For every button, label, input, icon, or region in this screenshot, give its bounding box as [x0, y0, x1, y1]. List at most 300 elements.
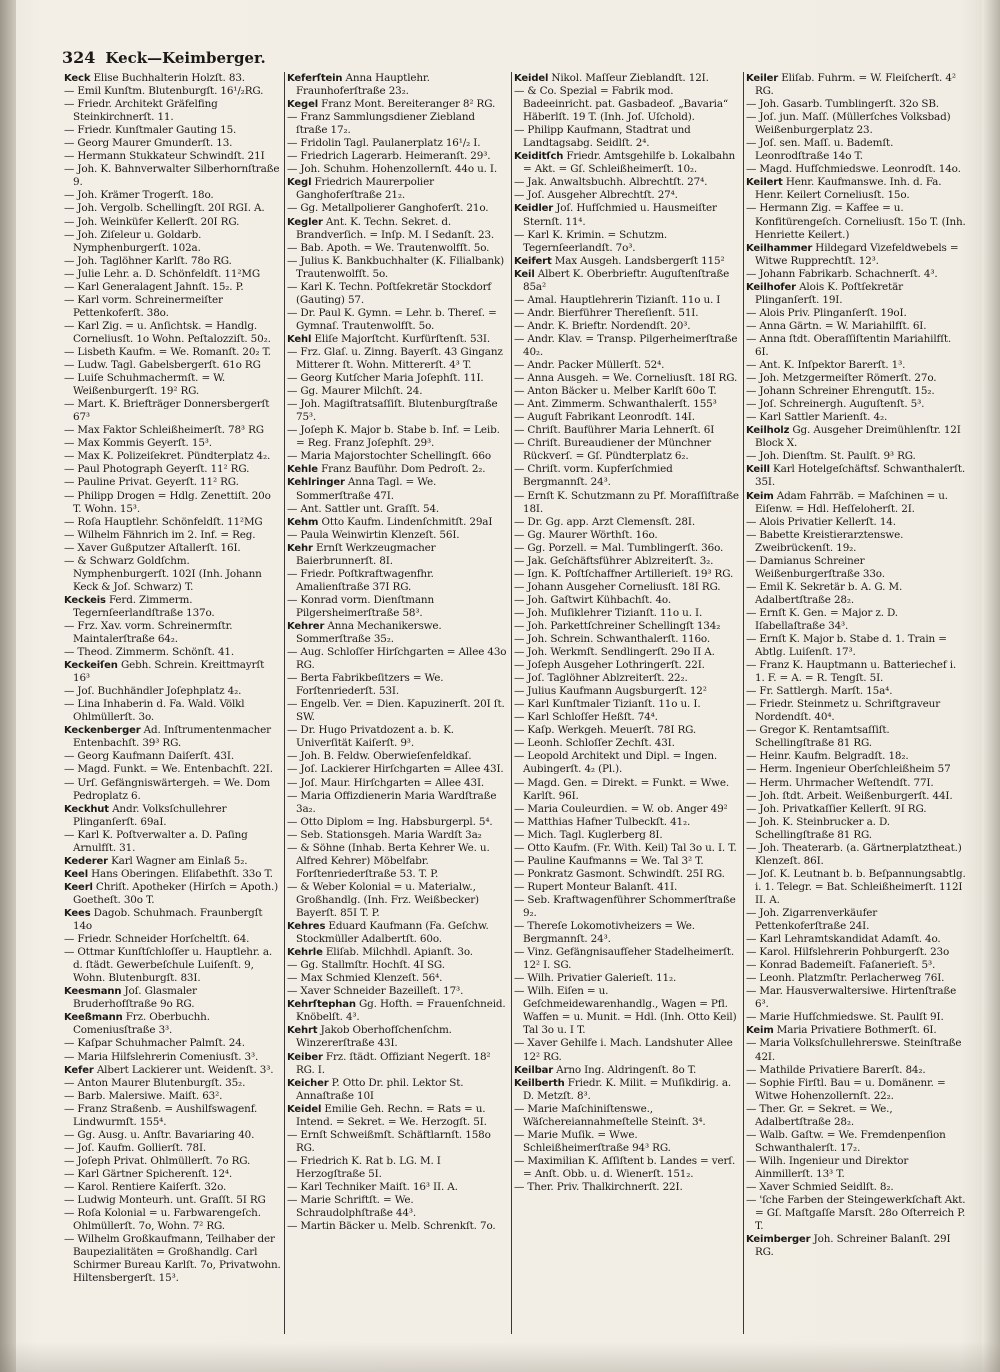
entry-text: — Karl K. Techn. Poſtſekretär Stockdorf (Gauting) 57.	[287, 280, 492, 306]
directory-entry	[64, 1194, 281, 1207]
entry-text: — Engelb. Ver. = Dien. Kapuzinerſt. 20I ſt. SW.	[287, 698, 505, 724]
entry-text: — Joh. B. Feldw. Oberwieſenfeldkaſ.	[287, 750, 472, 763]
directory-entry	[746, 1103, 967, 1129]
directory-entry	[746, 1077, 967, 1103]
entry-text: — Maria Volksſchullehrerswe. Steinſtraße 42I.	[746, 1037, 962, 1063]
entry-text: — Jak. Anwaltsbuchh. Albrechtſt. 27⁴.	[514, 176, 708, 189]
entry-text: P. Otto Dr. phil. Lektor St. Annaſtraße 10I	[296, 1076, 464, 1102]
directory-entry	[514, 920, 740, 946]
entry-surname: Keilhofer	[746, 281, 796, 293]
directory-entry	[64, 933, 281, 946]
entry-text: — Fr. Sattlergh. Marſt. 15a⁴.	[746, 685, 893, 698]
entry-text: — Joh. Magiſtratsaſſiſt. Blutenburgſtraße 75³.	[287, 398, 498, 424]
entry-text: — Andr. Klav. = Transp. Pilgerheimerſtraße 40₂.	[514, 332, 738, 358]
directory-entry	[64, 946, 281, 985]
entry-surname: Keckhut	[64, 803, 109, 815]
directory-entry	[746, 411, 967, 424]
directory-entry	[746, 1129, 967, 1155]
entry-text: — Joh. Dienſtm. St. Paulſt. 9³ RG.	[746, 450, 916, 463]
entry-surname: Keckenberger	[64, 725, 141, 737]
directory-entry	[64, 529, 281, 542]
directory-entry	[287, 242, 508, 255]
directory-entry	[746, 555, 967, 581]
entry-text: Elise Buchhalterin Holzſt. 83.	[93, 72, 245, 84]
directory-entry	[746, 790, 967, 803]
directory-entry	[64, 346, 281, 359]
entry-surname: Keidler	[514, 203, 554, 215]
entry-text: — Maria Hilfslehrerin Comeniusſt. 3³.	[64, 1050, 259, 1063]
entry-text: Hildegard Vizefeldwebels = Witwe Rupprechtſt. 12³.	[755, 241, 959, 267]
entry-text: — Ther. Priv. Thalkirchnerſt. 22I.	[514, 1180, 683, 1193]
entry-text: Friedr. Amtsgehilfe b. Lokalbahn = Akt. = Gſ. Schleißheimerſt. 10₂.	[523, 150, 736, 176]
entry-surname: Kehrſtephan	[287, 999, 356, 1011]
directory-entry	[287, 972, 508, 985]
entry-surname: Keckeis	[64, 594, 106, 606]
directory-entry	[514, 359, 740, 372]
entry-text: — Martin Bäcker u. Melb. Schrenkſt. 7o.	[287, 1220, 496, 1233]
directory-entry	[287, 959, 508, 972]
running-header	[62, 48, 266, 70]
entry-text: Dagob. Schuhmach. Fraunbergſt 14o	[73, 907, 263, 933]
entry-text: — Georg Kaufmann Daiſerſt. 43I.	[64, 750, 234, 763]
entry-surname: Keiditſch	[514, 151, 564, 163]
entry-text: Joh. Schreiner Balanſt. 29I RG.	[755, 1233, 951, 1259]
entry-text: — Joſ. sen. Maſſ. u. Bademſt. Leonrodſtraße 14o T.	[746, 137, 894, 163]
directory-entry	[64, 1181, 281, 1194]
directory-entry	[514, 1181, 740, 1194]
entry-text: — Wilhelm Fähnrich im 2. Inf. = Reg.	[64, 528, 256, 541]
entry-surname: Keidel	[287, 1103, 322, 1115]
entry-text: — Maximilian K. Aſſiſtent b. Landes = verſ. = Anſt. Obb. u. d. Wienerſt. 151₂.	[514, 1154, 736, 1180]
entry-surname: Keck	[64, 73, 91, 84]
entry-text: — Magd. Funkt. = We. Entenbachſt. 22I.	[64, 763, 273, 776]
entry-text: — Joh. K. Bahnverwalter Silberhornſtraße 9.	[64, 163, 280, 189]
directory-entry	[64, 750, 281, 763]
entry-text: — Marie Muſik. = Wwe. Schleißheimerſtraße 94³ RG.	[514, 1128, 671, 1154]
directory-entry	[514, 555, 740, 568]
entry-text: — Kaſpar Schuhmacher Palmſt. 24.	[64, 1037, 245, 1050]
entry-text: — Wilhelm Großkaufmann, Teilhaber der Baupezialitäten = Großhandlg. Carl Schirmer Bureau Karlſt. 7o, Privatwohn. Hiltensbergerſt. 15³.	[64, 1233, 281, 1285]
entry-text: — Ant. Zimmerm. Schwanthalerſt. 155³	[514, 398, 717, 411]
entry-text: — Alois Priv. Plinganſerſt. 19oI.	[746, 306, 907, 319]
directory-entry	[746, 529, 967, 555]
directory-entry	[514, 294, 740, 307]
directory-entry	[746, 516, 967, 529]
directory-entry	[514, 1103, 740, 1129]
entry-surname: Kefer	[64, 1064, 94, 1076]
directory-entry	[64, 202, 281, 215]
entry-surname: Keil	[514, 268, 535, 280]
directory-entry	[746, 1181, 967, 1194]
directory-entry	[64, 1103, 281, 1129]
directory-entry	[287, 594, 508, 620]
directory-entry	[64, 698, 281, 724]
directory-entry	[287, 72, 508, 98]
directory-entry	[287, 1155, 508, 1181]
entry-text: — Philipp Kaufmann, Stadtrat und Landtagsabg. Seidlſt. 2⁴.	[514, 124, 691, 150]
entry-text: — Ernſt K. Schutzmann zu Pf. Moraſſiſtraße 18I.	[514, 489, 739, 515]
directory-entry	[746, 816, 967, 842]
entry-text: — Konrad Bademeiſt. Faſanerieſt. 5³.	[746, 959, 936, 972]
entry-text: Frz. Oberbuchh. Comeniusſtraße 3³.	[73, 1011, 210, 1037]
entry-text: Jakob Oberhofſchenſchm. Winzererſtraße 43I.	[296, 1024, 452, 1050]
entry-text: — Roſa Kolonial = u. Farbwarengeſch. Ohlmüllerſt. 7o, Wohn. 7² RG.	[64, 1207, 261, 1233]
entry-surname: Kehle	[287, 464, 318, 476]
directory-entry	[514, 659, 740, 672]
directory-entry	[514, 1064, 740, 1077]
directory-entry	[746, 907, 967, 933]
column-2	[284, 72, 511, 1334]
directory-entry	[746, 176, 967, 202]
entry-text: — Gg. Metallpolierer Ganghoferſt. 21o.	[287, 202, 489, 215]
directory-entry	[64, 476, 281, 489]
directory-entry	[64, 1142, 281, 1155]
directory-entry	[287, 568, 508, 594]
entry-text: — Andr. K. Brieftr. Nordendſt. 20³.	[514, 319, 691, 332]
entry-text: — Sophie Firſtl. Bau = u. Domänenr. = Witwe Hohenzollernſt. 22₂.	[746, 1076, 946, 1102]
entry-text: — Joh. ſtdt. Arbeit. Weißenburgerſt. 44I.	[746, 789, 953, 802]
directory-entry	[64, 85, 281, 98]
entry-text: — Magd. Hufſchmiedswe. Leonrodſt. 14o.	[746, 163, 961, 176]
page-number: 324	[62, 48, 96, 67]
directory-entry	[287, 98, 508, 111]
directory-entry	[514, 202, 740, 228]
entry-text: Eliſe Majorſtcht. Kurfürſtenſt. 53I.	[314, 332, 491, 345]
entry-surname: Keel	[64, 868, 88, 880]
directory-entry	[64, 490, 281, 516]
entry-text: — Anna Ausgeh. = We. Corneliusſt. 18I RG.	[514, 372, 738, 385]
entry-text: — Ludw. Tagl. Gabelsbergerſt. 61o RG	[64, 359, 261, 372]
directory-entry	[746, 385, 967, 398]
directory-entry	[514, 594, 740, 607]
entry-text: — Franz K. Hauptmann u. Batteriechef i. 1. F. = A. = R. Tengſt. 5I.	[746, 659, 957, 685]
entry-text: — Babette Kreistierarztenswe. Zweibrückenſt. 19₂.	[746, 528, 904, 554]
entry-text: Franz Mont. Bereiteranger 8² RG.	[321, 98, 496, 111]
directory-entry	[287, 450, 508, 463]
directory-entry	[746, 607, 967, 633]
entry-text: — Paul Photograph Geyerſt. 11² RG.	[64, 463, 250, 476]
entry-text: — Urſ. Gefängniswärtergeh. = We. Dom Pedroplatz 6.	[64, 776, 271, 802]
directory-entry	[746, 777, 967, 790]
entry-text: Anna Mechanikerswe. Sommerſtraße 35₂.	[296, 619, 442, 646]
directory-entry	[514, 946, 740, 972]
entry-text: — Joſeph Privat. Ohlmüllerſt. 7o RG.	[64, 1154, 251, 1167]
entry-text: — Xaver Gußputzer Aſtallerſt. 16I.	[64, 541, 241, 554]
directory-entry	[287, 920, 508, 946]
entry-text: — Andr. Packer Müllerſt. 52⁴.	[514, 359, 665, 372]
entry-text: — Georg Kutſcher Maria Joſephſt. 11I.	[287, 372, 484, 385]
entry-text: Albert Lackierer unt. Weidenſt. 3³.	[96, 1063, 274, 1076]
directory-entry	[287, 816, 508, 829]
entry-text: — Friedr. Schneider Horſcheltſt. 64.	[64, 933, 250, 946]
directory-entry	[514, 581, 740, 594]
directory-entry	[746, 333, 967, 359]
directory-entry	[514, 529, 740, 542]
directory-entry	[64, 777, 281, 803]
directory-entry	[287, 202, 508, 215]
directory-entry	[287, 1024, 508, 1050]
entry-text: — Emil K. Sekretär b. A. G. M. Adalbertſtraße 28₂.	[746, 580, 903, 606]
entry-text: — Leonh. Platzmſtr. Perlacherweg 76I.	[746, 972, 945, 985]
entry-text: — Paula Weinwirtin Klenzeſt. 56I.	[287, 528, 460, 541]
directory-entry	[64, 437, 281, 450]
directory-entry	[514, 189, 740, 202]
entry-text: — Anton Bäcker u. Melber Karlſt 60o T.	[514, 385, 717, 398]
entry-text: — 'ſche Farben der Steingewerkſchaft Akt. = Gſ. Maſtgaſſe Marsſt. 28o Oſterreich P. T.	[746, 1194, 966, 1233]
entry-text: — Julius K. Bankbuchhalter (K. Filialbank) Trautenwolfſt. 5o.	[287, 254, 505, 280]
directory-entry	[287, 529, 508, 542]
entry-text: — Julie Lehr. a. D. Schönfeldſt. 11²MG	[64, 267, 260, 280]
directory-entry	[514, 829, 740, 842]
entry-text: — Gg. Stallmſtr. Hochſt. 4I SG.	[287, 959, 445, 972]
entry-text: — Otto Diplom = Ing. Habsburgerpl. 5⁴.	[287, 815, 493, 828]
entry-text: — & Co. Spezial = Fabrik mod. Badeeinricht. pat. Gasbadeof. „Bavaria“ Häberlſt. 19 T. (Inh. Joſ. Uſchold).	[514, 85, 729, 124]
directory-entry	[64, 229, 281, 255]
directory-entry	[514, 85, 740, 124]
entry-text: — Gg. Maurer Milchſt. 24.	[287, 385, 423, 398]
directory-entry	[514, 542, 740, 555]
directory-entry	[746, 72, 967, 98]
entry-text: Arno Ing. Aldringenſt. 8o T.	[556, 1063, 697, 1076]
entry-surname: Kehres	[287, 921, 326, 933]
directory-entry	[746, 137, 967, 163]
directory-entry	[64, 72, 281, 85]
entry-text: — Joſ. K. Leutnant b. b. Beſpannungsabtlg. i. 1. Telegr. = Bat. Schleißheimerſt. 112I II. A.	[746, 867, 966, 906]
entry-text: — Anna ſtdt. Oberaſſiſtentin Mariahilfſt. 6I.	[746, 332, 952, 358]
directory-entry	[746, 1064, 967, 1077]
entry-text: — Karl Lehramtskandidat Adamſt. 4o.	[746, 933, 941, 946]
entry-text: — Pauline Privat. Geyerſt. 11² RG.	[64, 476, 239, 489]
directory-entry	[64, 907, 281, 933]
entry-text: — Magd. Gen. = Direkt. = Funkt. = Wwe. Karlſt. 96I.	[514, 776, 730, 802]
directory-entry	[287, 385, 508, 398]
directory-entry	[64, 372, 281, 398]
entry-text: — Joſeph K. Major b. Stabe b. Inf. = Leib. = Reg. Franz Joſephſt. 29³.	[287, 424, 500, 450]
entry-surname: Keckeiſen	[64, 660, 118, 672]
directory-entry	[64, 463, 281, 476]
entry-text: — Anton Maurer Blutenburgſt. 35₂.	[64, 1076, 246, 1089]
directory-entry	[514, 268, 740, 294]
entry-text: — Friedrich Lagerarb. Heimeranſt. 29³.	[287, 150, 491, 163]
directory-entry	[64, 659, 281, 685]
directory-entry	[287, 516, 508, 529]
directory-entry	[64, 1207, 281, 1233]
directory-entry	[287, 255, 508, 281]
directory-entry	[287, 881, 508, 920]
entry-text: — Friedr. Steinmetz u. Schriftgraveur Nordendſt. 40⁴.	[746, 698, 941, 724]
entry-surname: Kehlringer	[287, 477, 345, 489]
directory-entry	[64, 1168, 281, 1181]
entry-text: — Johann Fabrikarb. Schachnerſt. 4³.	[746, 267, 938, 280]
entry-text: — Ottmar Kunſtſchloſſer u. Hauptlehr. a. d. ſtädt. Gewerbeſchule Luiſenſt. 9, Wohn. Blutenburgſt. 83I.	[64, 946, 273, 985]
entry-text: Chriſt. Apotheker (Hirſch = Apoth.) Goetheſt. 30o T.	[73, 880, 279, 906]
entry-surname: Keilhammer	[746, 242, 813, 254]
directory-entry	[514, 72, 740, 85]
directory-entry	[746, 490, 967, 516]
entry-text: — Joh. K. Steinbrucker a. D. Schellingſtraße 81 RG.	[746, 815, 890, 841]
entry-surname: Kehrt	[287, 1025, 318, 1037]
entry-text: — Frz. Glaſ. u. Zinng. Bayerſt. 43 Ginganz Mitterer ſt. Wohn. Mittererſt. 4³ T.	[287, 345, 503, 372]
entry-text: — Franz Straßenb. = Aushilfswagenf. Lindwurmſt. 155⁴.	[64, 1102, 258, 1128]
directory-entry	[514, 633, 740, 646]
directory-entry	[746, 98, 967, 111]
directory-entry	[746, 685, 967, 698]
entry-text: Joſ. Glasmaler Bruderhofſtraße 9o RG.	[73, 985, 197, 1011]
directory-entry	[287, 346, 508, 372]
entry-text: — Joh. Parkettſchreiner Schellingſt 134₂	[514, 619, 721, 632]
entry-text: — Ign. K. Poſtſchaffner Artillerieſt. 19³ RG.	[514, 567, 734, 580]
directory-entry	[287, 829, 508, 842]
directory-entry	[514, 568, 740, 581]
entry-surname: Kehr	[287, 542, 313, 554]
directory-entry	[287, 424, 508, 450]
entry-text: — Lina Inhaberin d. Fa. Wald. Völkl Ohlmüllerſt. 3o.	[64, 698, 245, 724]
directory-entry	[514, 229, 740, 255]
entry-text: — Max K. Polizeiſekret. Pündterplatz 4₂.	[64, 450, 271, 463]
entry-text: — Maria Offizdienerin Maria Wardſtraße 3a₂.	[287, 789, 497, 815]
entry-text: — Karl Generalagent Jahnſt. 15₂. P.	[64, 280, 244, 293]
directory-entry	[287, 150, 508, 163]
entry-text: — Max Schmied Klenzeſt. 56⁴.	[287, 972, 443, 985]
directory-entry	[64, 124, 281, 137]
directory-entry	[287, 398, 508, 424]
entry-text: — Dr. Gg. app. Arzt Clemensſt. 28I.	[514, 515, 695, 528]
directory-entry	[514, 398, 740, 411]
directory-entry	[287, 946, 508, 959]
column-4	[743, 72, 970, 1334]
entry-text: Karl Hotelgeſchäftsf. Schwanthalerſt. 35I.	[755, 463, 966, 489]
entry-text: Karl Wagner am Einlaß 5₂.	[111, 854, 248, 867]
entry-text: Ferd. Zimmerm. Tegernſeerlandſtraße 137o.	[73, 593, 215, 619]
directory-entry	[514, 1037, 740, 1063]
directory-entry	[64, 1011, 281, 1037]
directory-entry	[514, 816, 740, 829]
entry-surname: Keifert	[514, 255, 552, 267]
entry-text: — Pauline Kaufmanns = We. Tal 3² T.	[514, 854, 704, 867]
directory-entry	[287, 842, 508, 881]
entry-text: — Rupert Monteur Balanſt. 41I.	[514, 880, 678, 893]
entry-text: — Damianus Schreiner Weißenburgerſtraße 33o.	[746, 554, 885, 580]
directory-entry	[746, 946, 967, 959]
entry-text: — Mar. Hausverwaltersiwe. Hirtenſtraße 6³.	[746, 985, 957, 1011]
entry-text: — Mich. Tagl. Kuglerberg 8I.	[514, 828, 663, 841]
entry-text: — Karol. Hilfslehrerin Pohburgerſt. 23o	[746, 946, 950, 959]
directory-entry	[287, 307, 508, 333]
directory-entry	[746, 1037, 967, 1063]
entry-text: Ernſt Werkzeugmacher Baierbrunnerſt. 8I.	[296, 541, 436, 567]
entry-text: — Joh. Gaſtwirt Kühbachſt. 4o.	[514, 593, 671, 606]
entry-text: — Joh. Gasarb. Tumblingerſt. 32o SB.	[746, 98, 939, 111]
directory-entry	[287, 1051, 508, 1077]
entry-text: — Joh. Ziſeleur u. Goldarb. Nymphenburgerſt. 102a.	[64, 228, 202, 254]
directory-entry	[64, 1129, 281, 1142]
entry-text: Henr. Kaufmanswe. Inh. d. Fa. Henr. Keilert Corneliusſt. 15o.	[755, 176, 942, 202]
entry-text: — Berta Fabrikbeſitzers = We. Forſtenriederſt. 53I.	[287, 672, 444, 698]
entry-text: — Marie Maſchiniſtenswe., Wäſchereiannahmeſtelle Steinſt. 3⁴.	[514, 1102, 706, 1128]
entry-text: — Thereſe Lokomotivheizers = We. Bergmannſt. 24³.	[514, 920, 695, 946]
entry-text: — Joh. Theaterarb. (a. Gärtnerplatztheat.) Klenzeſt. 86I.	[746, 841, 962, 867]
directory-entry	[514, 150, 740, 176]
directory-entry	[746, 659, 967, 685]
entry-text: — Karl vorm. Schreinermeiſter Pettenkoferſt. 38o.	[64, 293, 223, 319]
entry-text: — Joſ. Taglöhner Ablzreiterſt. 22₂.	[514, 672, 688, 685]
directory-entry	[64, 881, 281, 907]
entry-surname: Keeßmann	[64, 1012, 123, 1024]
entry-text: — Luiſe Schuhmachermſt. = W. Weißenburgerſt. 19² RG.	[64, 372, 226, 398]
entry-text: Alois K. Poſtſekretär Plinganſerſt. 19I.	[755, 280, 903, 306]
directory-entry	[514, 672, 740, 685]
entry-surname: Kehm	[287, 516, 319, 528]
directory-entry	[514, 881, 740, 894]
entry-text: — Karl Gärtner Spicherenſt. 12⁴.	[64, 1167, 233, 1180]
entry-surname: Kegl	[287, 177, 312, 189]
entry-text: — Karl Schloſſer Heßſt. 74⁴.	[514, 711, 658, 724]
directory-entry	[287, 463, 508, 476]
entry-text: Otto Kaufm. Lindenſchmitſt. 29aI	[321, 515, 493, 528]
directory-entry	[746, 985, 967, 1011]
directory-entry	[64, 255, 281, 268]
entry-text: — Ernſt K. Gen. = Major z. D. Iſabellaſtraße 34³.	[746, 606, 898, 632]
directory-entry	[746, 750, 967, 763]
directory-entry	[746, 320, 967, 333]
entry-text: Franz Bauführ. Dom Pedroſt. 2₂.	[321, 463, 486, 476]
directory-entry	[746, 803, 967, 816]
entry-text: — Walb. Gaſtw. = We. Fremdenpenſion Schwanthalerſt. 17₂.	[746, 1128, 946, 1154]
entry-text: — Bab. Apoth. = We. Trautenwolfſt. 5o.	[287, 241, 490, 254]
directory-entry	[746, 933, 967, 946]
entry-surname: Keesmann	[64, 986, 122, 998]
entry-text: Anna Tagl. = We. Sommerſtraße 47I.	[296, 476, 437, 502]
entry-text: — & Weber Kolonial = u. Materialw., Großhandlg. (Inh. Frz. Weißbecker) Bayerſt. 85I T. P.	[287, 880, 479, 919]
entry-text: — Ther. Gr. = Sekret. = We., Adalbertſtraße 28₂.	[746, 1102, 893, 1128]
entry-text: Nikol. Maſſeur Zieblandſt. 12I.	[551, 72, 709, 84]
entry-text: — Herm. Uhrmacher Weſtendſt. 77I.	[746, 776, 934, 789]
entry-text: — Wilh. Ingenieur und Direktor Ainmillerſt. 13³ T.	[746, 1154, 909, 1180]
directory-entry	[64, 985, 281, 1011]
entry-text: — Karl Techniker Maiſt. 16³ II. A.	[287, 1180, 458, 1193]
directory-entry	[287, 763, 508, 776]
entry-text: Friedr. K. Milit. = Muſikdirig. a. D. Metzſt. 8³.	[523, 1076, 732, 1102]
directory-entry	[514, 1077, 740, 1103]
directory-entry	[64, 320, 281, 346]
directory-entry	[514, 894, 740, 920]
directory-entry	[64, 868, 281, 881]
entry-text: — Joh. Metzgermeiſter Römerſt. 27o.	[746, 372, 937, 385]
entry-text: — Ant. Sattler unt. Graſſt. 54.	[287, 502, 440, 515]
entry-text: — Karl K. Krimin. = Schutzm. Tegernſeerlandſt. 7o³.	[514, 228, 668, 254]
column-3	[511, 72, 743, 1334]
page-edge	[982, 0, 1000, 1372]
entry-surname: Keiber	[287, 1051, 323, 1063]
directory-entry	[514, 437, 740, 463]
entry-text: — Anna Gärtn. = W. Mariahilfſt. 6I.	[746, 319, 927, 332]
directory-entry	[287, 333, 508, 346]
entry-text: — Joh. Privatkaſſier Kellerſt. 9I RG.	[746, 802, 927, 815]
entry-text: — Joſ. Schreinergh. Auguſtenſt. 5³.	[746, 398, 925, 411]
entry-text: — Mart. K. Briefträger Donnersbergerſt 67³	[64, 398, 270, 424]
directory-entry	[287, 163, 508, 176]
entry-surname: Kegler	[287, 216, 323, 228]
directory-entry	[514, 490, 740, 516]
directory-entry	[746, 972, 967, 985]
entry-surname: Keill	[746, 464, 770, 476]
directory-entry	[64, 855, 281, 868]
directory-entry	[287, 672, 508, 698]
entry-text: Frz. ſtädt. Offiziant Negerſt. 18² RG. I.	[296, 1050, 491, 1076]
entry-text: Gg. Hofth. = Frauenſchneid. Knöbelſt. 4³.	[296, 998, 506, 1024]
entry-text: Ant. K. Techn. Sekret. d. Brandverſich. = Inſp. M. I Sedanſt. 23.	[296, 215, 495, 241]
directory-entry	[64, 163, 281, 189]
